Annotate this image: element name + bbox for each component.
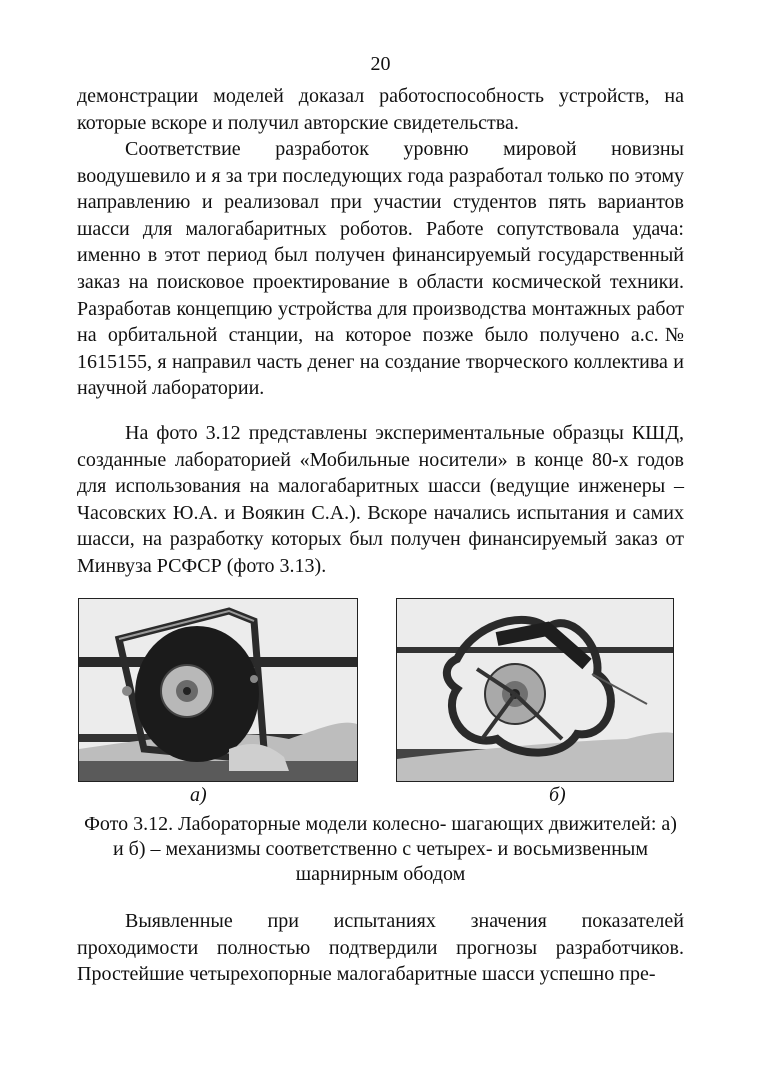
paragraph-1: демонстрации моделей доказал работоспособность устройств, на которые вскоре и получил авторские свидетельства.	[77, 85, 684, 134]
photo-b-label: б)	[549, 784, 566, 806]
photo-a-four-link-model	[78, 598, 358, 782]
paragraph-3: На фото 3.12 представлены экспериментальные образцы КШД, созданные лабораторией «Мобильные носители» в конце 80-х годов для использования на малогабаритных шасси (ведущие инженеры – Часовских Ю.А. и Воякин С.А.). Вскоре начались испытания и самих шасси, на разработку которых был получен финансируемый заказ от Минвуза РСФСР (фото 3.13).	[77, 422, 684, 577]
figure-caption: Фото 3.12. Лабораторные модели колесно- шагающих движителей: а) и б) – механизмы соответственно с четырех- и восьмизвенным шарнирным ободом	[84, 813, 677, 885]
paragraph-4: Выявленные при испытаниях значения показателей проходимости полностью подтвердили прогнозы разработчиков. Простейшие четырехопорные малогабаритные шасси успешно пре-	[77, 910, 684, 986]
photo-b-eight-link-model	[396, 598, 674, 782]
paragraph-2: Соответствие разработок уровню мировой новизны воодушевило и я за три последующих года разработал только по этому направлению и реализовал при участии студентов пять вариантов шасси для малогабаритных роботов. Работе сопутствовала удача: именно в этот период был получен финансируемый государственный заказ на поисковое проектирование в области космической техники. Разработав концепцию устройства для производства монтажных работ на орбитальной станции, на которое позже было получено а.с.№ 1615155, я направил часть денег на создание творческого коллектива и научной лаборатории.	[77, 138, 684, 400]
page-number: 20	[370, 53, 391, 75]
photo-a-label: а)	[190, 784, 207, 806]
